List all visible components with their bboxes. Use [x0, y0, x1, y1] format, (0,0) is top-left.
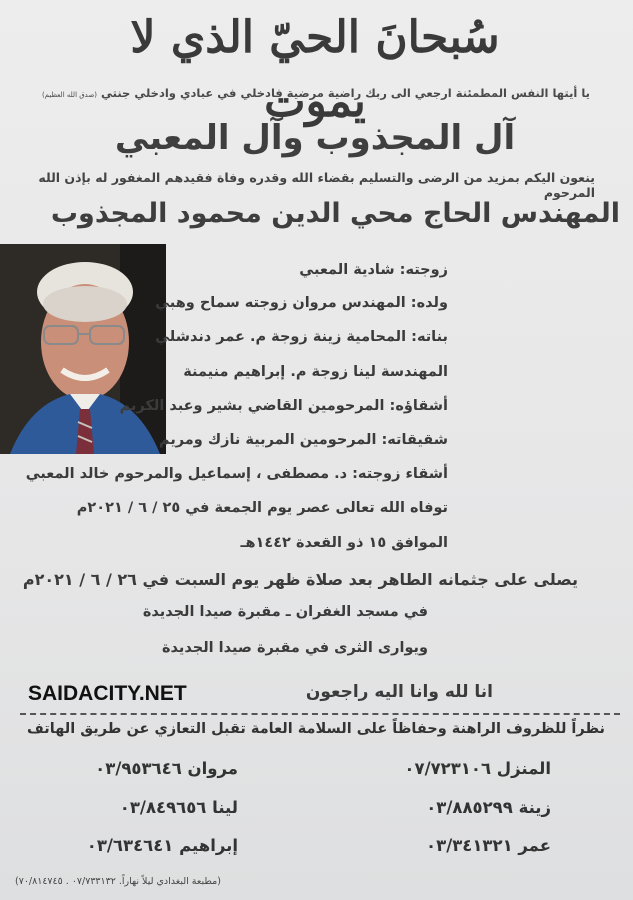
death-date: توفاه الله تعالى عصر يوم الجمعة في ٢٥ / ٦ / ٢٠٢١م [76, 500, 448, 516]
site-watermark: SAIDACITY.NET [28, 682, 187, 705]
contact-marwan [95, 759, 238, 778]
contact-label: لينا [212, 798, 238, 817]
contact-number[interactable]: ٠٣/٨٤٩٦٥٦ [119, 798, 207, 817]
verse-text: يا أيتها النفس المطمئنة ارجعي الى ربك راضية مرضية فادخلي في عبادي وادخلي جنتي [101, 86, 590, 100]
prayer-info: يصلى على جثمانه الطاهر بعد صلاة ظهر يوم السبت في ٢٦ / ٦ / ٢٠٢١م [22, 570, 578, 589]
deceased-name: المهندس الحاج محي الدين محمود المجذوب [50, 198, 620, 229]
deceased-photo [0, 244, 166, 454]
family-line-wife: زوجته: شادية المعبي [299, 262, 448, 278]
contact-label: مروان [187, 759, 238, 778]
contact-number[interactable]: ٠٧/٧٢٣١٠٦ [404, 759, 492, 778]
contact-label: زينة [518, 798, 551, 817]
contact-label: إبراهيم [179, 836, 238, 855]
dashed-divider [20, 713, 620, 715]
contact-label: المنزل [496, 759, 551, 778]
mosque-info: في مسجد الغفران ـ مقبرة صيدا الجديدة [142, 604, 428, 620]
family-line-son: ولده: المهندس مروان زوجته سماح وهبي [155, 295, 448, 311]
family-line-daughter-2: المهندسة لينا زوجة م. إبراهيم منيمنة [183, 364, 448, 380]
contact-number[interactable]: ٠٣/٦٣٤٦٤١ [86, 836, 174, 855]
condolence-notice: نظراً للظروف الراهنة وحفاظاً على السلامة العامة تقبل التعازي عن طريق الهاتف [27, 721, 605, 737]
contact-number[interactable]: ٠٣/٣٤١٣٢١ [426, 836, 513, 855]
burial-info: ويوارى الثرى في مقبرة صيدا الجديدة [161, 640, 428, 656]
verse-reference: (صدق الله العظيم) [41, 91, 98, 99]
family-line-sisters: شقيقاته: المرحومين المربية نازك ومريم [158, 432, 448, 448]
calligraphy-heading: سُبحانَ الحيّ الذي لا يموت [130, 12, 500, 127]
hijri-date: الموافق ١٥ ذو القعدة ١٤٤٢هـ [240, 535, 448, 551]
contact-label: عمر [518, 836, 551, 855]
family-line-daughters: بناته: المحامية زينة زوجة م. عمر دندشلي [155, 329, 448, 345]
closing-verse: انا لله وانا اليه راجعون [305, 682, 493, 702]
contact-ibrahim [87, 836, 238, 855]
family-names: آل المجذوب وآل المعبي [114, 118, 516, 158]
contact-number[interactable]: ٠٣/٩٥٣٦٤٦ [95, 759, 182, 778]
family-line-in-laws: أشقاء زوجته: د. مصطفى ، إسماعيل والمرحوم خالد المعبي [25, 466, 448, 482]
contact-lina [120, 798, 238, 817]
contact-number[interactable]: ٠٣/٨٨٥٢٩٩ [426, 798, 513, 817]
family-line-brothers: أشقاؤه: المرحومين القاضي بشير وعبد الكريم [119, 398, 448, 414]
contact-home [404, 759, 551, 778]
quran-verse [30, 86, 590, 100]
announcement-text: ينعون اليكم بمزيد من الرضى والتسليم بقضاء الله وقدره وفاة فقيدهم المغفور له بإذن الله المرحوم [38, 170, 595, 200]
contact-omar [426, 836, 551, 855]
contact-zeina [426, 798, 551, 817]
printer-credit: (مطبعة البغدادي ليلاً نهاراً. ٠٧/٧٣٣١٣٢ . ٧٠/٨١٤٧٤٥) [15, 876, 221, 887]
